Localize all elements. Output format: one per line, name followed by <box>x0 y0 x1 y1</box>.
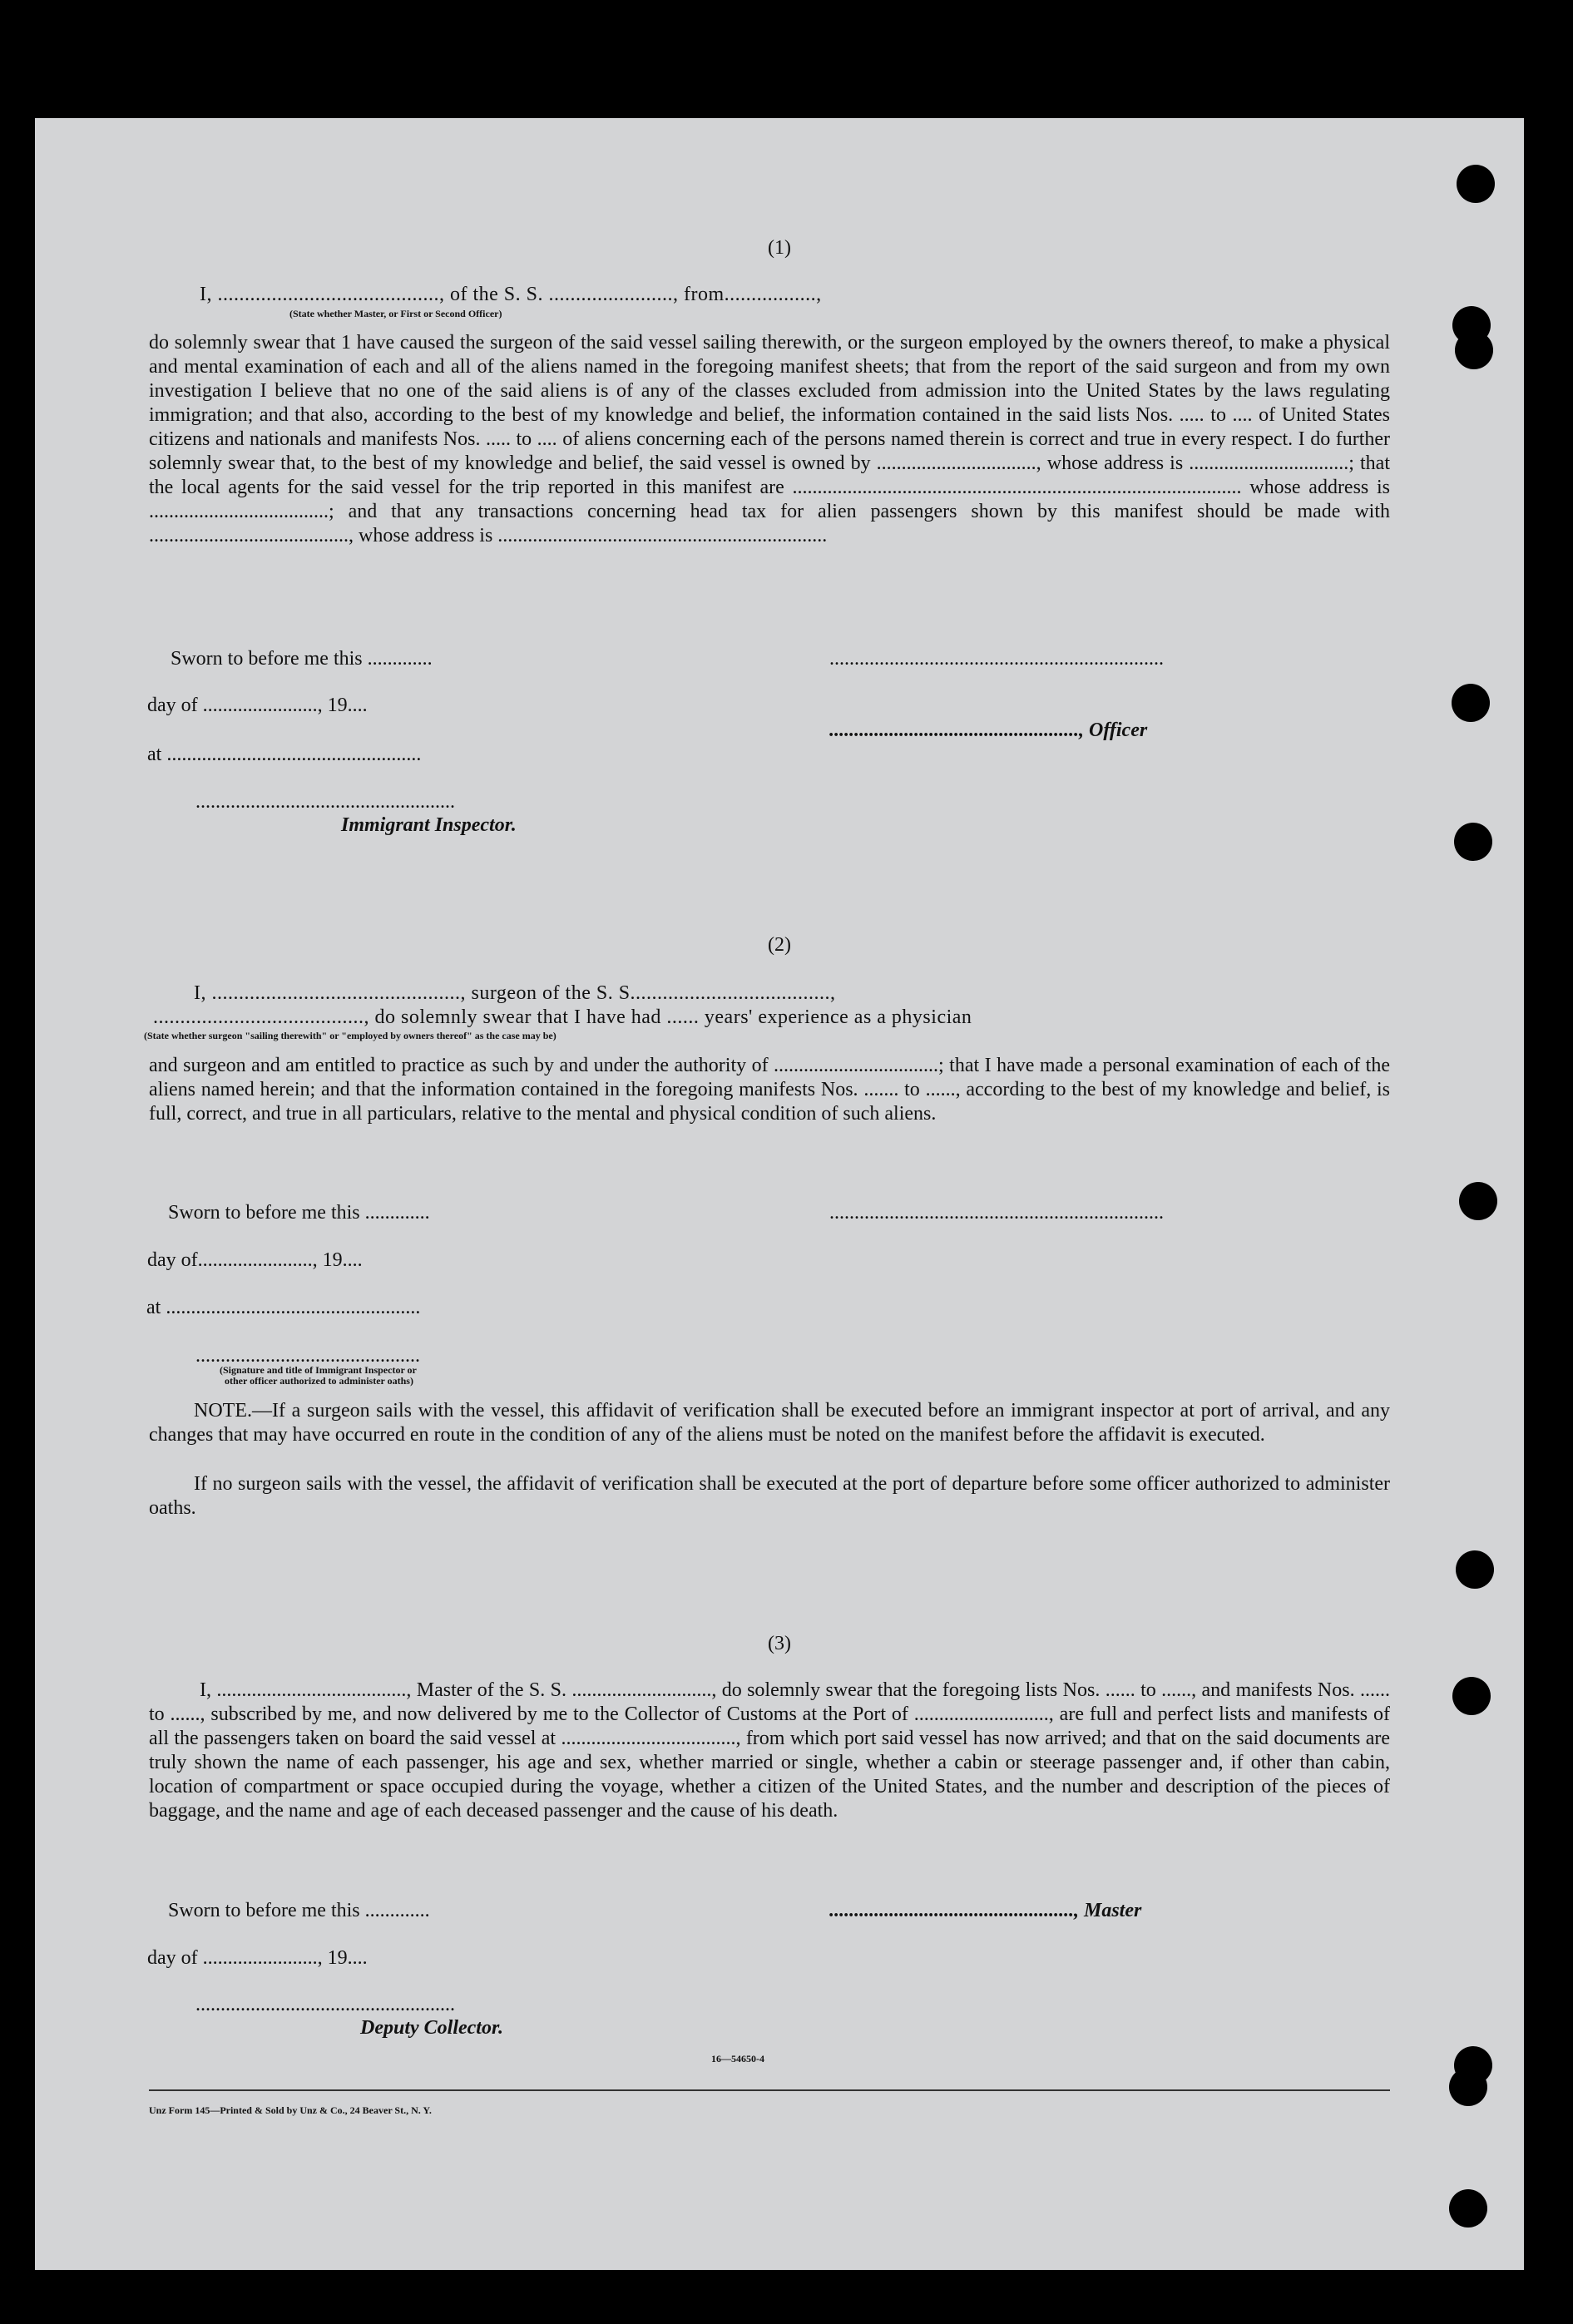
punch-hole-8 <box>1452 1677 1491 1715</box>
section-1-body: do solemnly swear that 1 have caused the surgeon of the said vessel sailing therewith, or the surgeon employed by the owners thereof, to make a physical and mental examination of each and all of the aliens named in the foregoing manifest sheets; that from the report of the said surgeon and from my own investigation I believe that no one of the said aliens is of any of the classes excluded from admission into the United States by the laws regulating immigration; and that also, according to the best of my knowledge and belief, the information contained in the said lists Nos. ..... to .... of United States citizens and nationals and manifests Nos. ..... to .... of aliens concerning each of the persons named therein is correct and true in every respect. I do further solemnly swear that, to the best of my knowledge and belief, the said vessel is owned by ................................, whose address is ................................; that the local agents for the said vessel for the trip reported in this manifest are .......................................................................................... whose address is ....................................; and that any transactions concerning head tax for alien passengers shown by this manifest should be made with ........................................, whose address is .................................................................. <box>149 332 1390 546</box>
section-2-inspector-note-1: (Signature and title of Immigrant Inspector or <box>220 1364 417 1376</box>
footer-rule <box>149 2089 1390 2091</box>
section-3-master-line: ................................................., Master <box>829 1900 1142 1921</box>
punch-hole-11 <box>1449 2189 1487 2228</box>
form-code: 16—54650-4 <box>711 2053 764 2064</box>
section-3-sworn: Sworn to before me this ............. <box>168 1900 430 1921</box>
punch-hole-3 <box>1455 331 1493 369</box>
punch-hole-4 <box>1452 684 1490 722</box>
section-1-signature-line: ................................................................... <box>829 648 1164 670</box>
section-2-note-paragraph: NOTE.—If a surgeon sails with the vessel, this affidavit of verification shall be executed before an immigrant inspector at port of arrival, and any changes that may have occurred en route in the condition of any of the aliens must be noted on the manifest before the affidavit is executed. <box>149 1400 1390 1446</box>
section-2-number: (2) <box>768 934 791 956</box>
section-1-day: day of ......................., 19.... <box>147 695 368 716</box>
section-1-rank-note: (State whether Master, or First or Second Officer) <box>289 308 502 319</box>
section-1-line-1: I, ........................................., of the S. S. ......................., from................., <box>200 284 822 305</box>
section-1-at: at ................................................... <box>147 744 422 765</box>
section-3-collector-line: .................................................... <box>195 1994 455 2015</box>
section-3-number: (3) <box>768 1633 791 1654</box>
section-3-day: day of ......................., 19.... <box>147 1947 368 1969</box>
section-2-at: at ................................................... <box>146 1297 421 1318</box>
section-2-line-1: I, .............................................., surgeon of the S. S....................................., <box>194 982 836 1004</box>
section-1-officer-line: .................................................., Officer <box>829 719 1148 741</box>
form-page <box>35 118 1524 2270</box>
punch-hole-10 <box>1449 2068 1487 2106</box>
printer-credit: Unz Form 145—Printed & Sold by Unz & Co., 24 Beaver St., N. Y. <box>149 2104 432 2116</box>
section-2-no-surgeon-paragraph: If no surgeon sails with the vessel, the affidavit of verification shall be executed at the port of departure before some officer authorized to administer oaths. <box>149 1473 1390 1519</box>
section-1-sworn: Sworn to before me this ............. <box>171 648 433 670</box>
section-2-sworn: Sworn to before me this ............. <box>168 1202 430 1224</box>
section-1-number: (1) <box>768 237 791 259</box>
section-2-line-2: ......................................., do solemnly swear that I have had ...... years' experience as a physician <box>153 1006 972 1028</box>
section-2-body: and surgeon and am entitled to practice as such by and under the authority of .................................; that I have made a personal examination of each of the aliens named herein; and that the information contained in the foregoing manifests Nos. ....... to ......, according to the best of my knowledge and belief, is full, correct, and true in all particulars, relative to the mental and physical condition of such aliens. <box>149 1055 1390 1125</box>
section-2-inspector-note-2: other officer authorized to administer oaths) <box>225 1375 413 1387</box>
section-1-inspector-title: Immigrant Inspector. <box>341 814 517 836</box>
section-2-day: day of......................., 19.... <box>147 1249 363 1271</box>
punch-hole-1 <box>1457 165 1495 203</box>
section-2-surgeon-note: (State whether surgeon "sailing therewith" or "employed by owners thereof" as the case may be) <box>144 1030 556 1041</box>
section-2-inspector-line: ............................................. <box>195 1345 420 1367</box>
punch-hole-6 <box>1459 1182 1497 1220</box>
section-3-body: I, ......................................, Master of the S. S. ............................, do solemnly swear that the foregoing lists Nos. ...... to ......, and manifests Nos. ...... to ......, subscribed by me, and now delivered by me to the Collector of Customs at the Port of ..........................., are full and perfect lists and manifests of all the passengers taken on board the said vessel at ..................................., from which port said vessel has now arrived; and that on the said documents are truly shown the name of each passenger, his age and sex, whether married or single, whether a cabin or steerage passenger and, if other than cabin, location of compartment or space occupied during the voyage, whether a citizen of the United States, and the number and description of the pieces of baggage, and the name and age of each deceased passenger and the cause of his death. <box>149 1679 1390 1822</box>
punch-hole-7 <box>1456 1550 1494 1589</box>
punch-hole-5 <box>1454 823 1492 861</box>
section-2-signature-line: ................................................................... <box>829 1202 1164 1224</box>
section-1-inspector-line: .................................................... <box>195 791 455 813</box>
section-3-collector-title: Deputy Collector. <box>360 2017 503 2039</box>
